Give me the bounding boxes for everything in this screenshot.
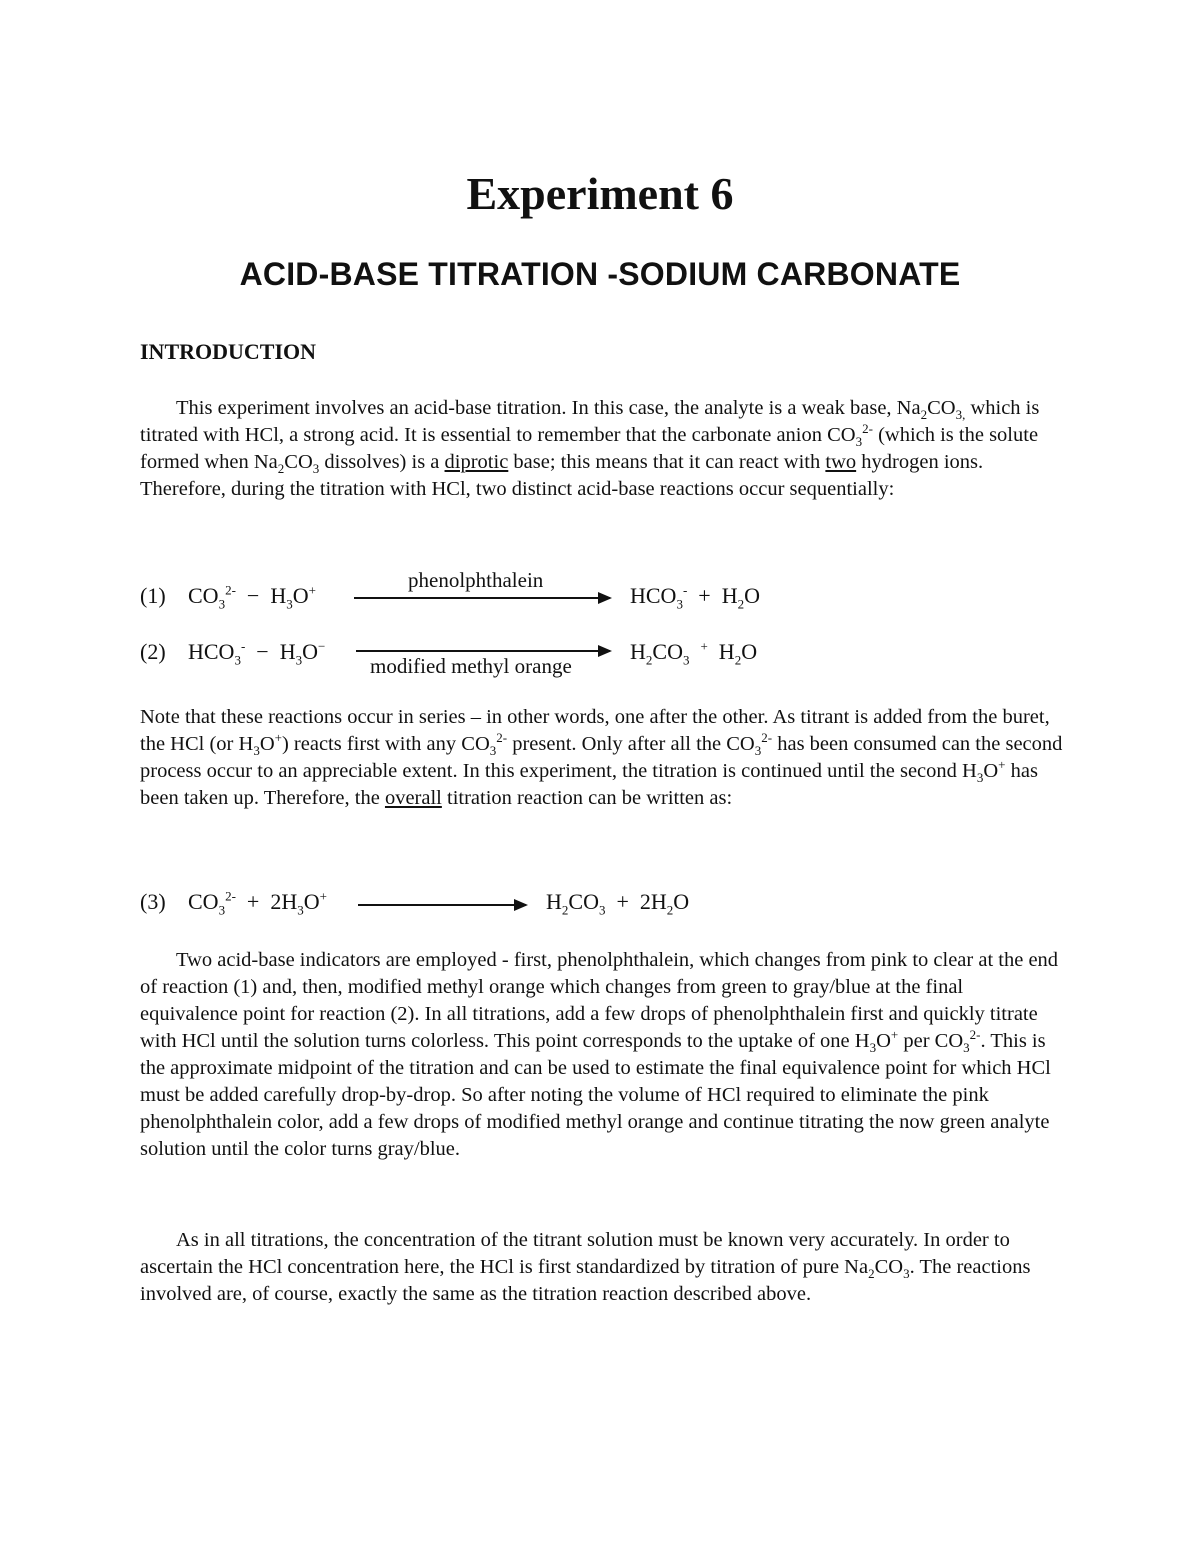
indicator-label: modified methyl orange xyxy=(370,654,572,678)
section-heading: INTRODUCTION xyxy=(140,339,317,364)
equation-3 xyxy=(140,882,840,922)
equation-2 xyxy=(140,632,840,678)
equation-lhs: $CO_3^{2-} + 2H_3O^+$ xyxy=(188,888,327,918)
equation-lhs: $HCO_3^- - H_3O^-$ xyxy=(188,638,326,668)
reaction-arrow xyxy=(356,650,610,652)
equation-rhs: $H_2CO_3$ + $H_2O$ xyxy=(630,638,758,668)
equation-number: (2) xyxy=(140,639,166,664)
intro-paragraph-3: Two acid-base indicators are employed - first, phenolphthalein, which changes from pink to clear at the end of reaction (1) and, then, modified methyl orange which changes from green to gray/blue at the final equivalence point for reaction (2). In all titrations, add a few drops of phenolphthalein first and quickly titrate with HCl until the solution turns colorless. This point corresponds to the uptake of one $H_3O^+$ per $CO_3^{2-}$. This is the approximate midpoint of the titration and can be used to estimate the final equivalence point for which HCl must be added carefully drop-by-drop. So after noting the volume of HCl required to eliminate the pink phenolphthalein color, add a few drops of modified methyl orange and continue titrating the now green analyte solution until the color turns gray/blue. xyxy=(140,949,1059,1160)
reaction-arrow xyxy=(358,904,526,906)
equation-lhs: $CO_3^{2-} - H_3O^+$ xyxy=(188,582,316,612)
reaction-arrow xyxy=(354,597,610,599)
equation-1 xyxy=(140,568,840,616)
page-title: Experiment 6 xyxy=(466,168,734,219)
indicator-label: phenolphthalein xyxy=(408,568,544,592)
page-subtitle: ACID-BASE TITRATION -SODIUM CARBONATE xyxy=(239,256,961,292)
intro-paragraph-2: Note that these reactions occur in series – in other words, one after the other. As titrant is added from the buret, the HCl (or $H_3O^+$) reacts first with any $CO_3^{2-}$ present. Only after all the $CO_3^{2-}$ has been consumed can the second process occur to an appreciable extent. In this experiment, the titration is continued until the second $H_3O^+$ has been taken up. Therefore, the overall titration reaction can be written as: xyxy=(140,706,1063,809)
equation-number: (1) xyxy=(140,583,166,608)
equation-rhs: $HCO_3^- + H_2O$ xyxy=(630,582,760,612)
equation-rhs: $H_2CO_3 + 2H_2O$ xyxy=(546,889,690,918)
intro-paragraph-1: This experiment involves an acid-base titration. In this case, the analyte is a weak base, $Na_2CO_{3,}$ which is titrated with HCl, a strong acid. It is essential to remember that the carbonate anion $CO_3^{2-}$ (which is the solute formed when $Na_2CO_3$ dissolves) is a diprotic base; this means that it can react with two hydrogen ions. Therefore, during the titration with HCl, two distinct acid-base reactions occur sequentially: xyxy=(140,397,1040,500)
intro-paragraph-4: As in all titrations, the concentration of the titrant solution must be known very accurately. In order to ascertain the HCl concentration here, the HCl is first standardized by titration of pure $Na_2CO_3$. The reactions involved are, of course, exactly the same as the titration reaction described above. xyxy=(140,1229,1031,1305)
equation-number: (3) xyxy=(140,889,166,914)
